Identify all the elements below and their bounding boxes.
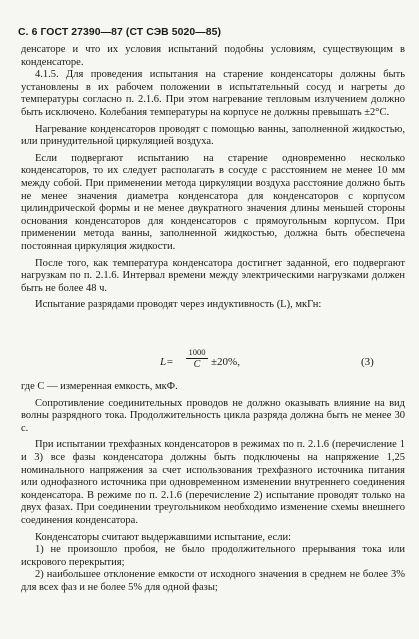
paragraph: денсаторе и что их условия испытаний подобны условиям, существующим в конденсаторе. (21, 44, 405, 68)
paragraph: Если подвергают испытанию на старение одновременно несколько конденсаторов, то их следует располагать в сосуде с расстоянием не менее 10 мм между собой. При применении метода циркуляции воздуха расстояние должно быть не менее значения диаметра конденсатора для конденсаторов с корпусом цилиндрической формы и не менее двукратного значения длины меньшей стороны основания конденсаторов для конденсаторов с прямоугольным корпусом. При применении метода ванны, заполненной жидкостью, должна быть обеспечена постоянная циркуляция жидкости. (21, 152, 405, 252)
page-header: С. 6 ГОСТ 27390—87 (СТ СЭВ 5020—85) (18, 27, 222, 38)
formula-denominator: C (193, 359, 201, 370)
paragraph: Сопротивление соединительных проводов не должно оказывать влияние на вид волны разрядного тока. Продолжительность цикла разряда должна быть не менее 30 с. (21, 397, 405, 434)
text-block-bottom (21, 381, 405, 595)
formula-tolerance: ±20%, (211, 356, 240, 368)
formula-number: (3) (361, 356, 374, 368)
paragraph: где C — измеренная емкость, мкФ. (21, 381, 178, 392)
text-block-top (21, 44, 405, 312)
paragraph: При испытании трехфазных конденсаторов в режимах по п. 2.1.6 (перечисление 1 и 3) все фазы конденсатора должны быть подключены на напряжение 1,25 номинального напряжения за счет использования трехфазного источника питания или однофазного источника при одновременном изменении внутреннего соединения конденсатора. В режиме по п. 2.1.6 (перечисление 2) испытание проводят только на двух фазах. При соединении треугольником необходимо изменение схемы внешнего соединения конденсатора. (21, 439, 405, 526)
paragraph: Испытание разрядами проводят через индуктивность (L), мкГн: (35, 299, 322, 311)
paragraph: Конденсаторы считают выдержавшими испытание, если: (35, 531, 291, 543)
formula-fraction (186, 347, 208, 371)
paragraph: 2) наибольшее отклонение емкости от исходного значения в среднем не более 3% для всех фаз и не более 5% для одной фазы; (21, 569, 405, 593)
formula-3 (0, 347, 419, 375)
formula-numerator: 1000 (186, 347, 208, 359)
paragraph: После того, как температура конденсатора достигнет заданной, его подвергают нагрузкам по п. 2.1.6. Интервал времени между электрическими нагрузками должен быть не более 48 ч. (21, 257, 405, 294)
paragraph: 4.1.5. Для проведения испытания на старение конденсаторы должны быть установлены в их рабочем положении в испытательный сосуд и нагреты до температуры согласно п. 2.1.6. При этом нагревание тепловым излучением должно быть исключено. Колебания температуры на корпусе не должны превышать ±2°С. (21, 69, 405, 118)
paragraph: Нагревание конденсаторов проводят с помощью ванны, заполненной жидкостью, или принудительной циркуляцией воздуха. (21, 123, 405, 148)
formula-lhs: L= (160, 356, 174, 368)
paragraph: 1) не произошло пробоя, не было продолжительного прерывания тока или искрового перекрытия; (21, 544, 405, 568)
